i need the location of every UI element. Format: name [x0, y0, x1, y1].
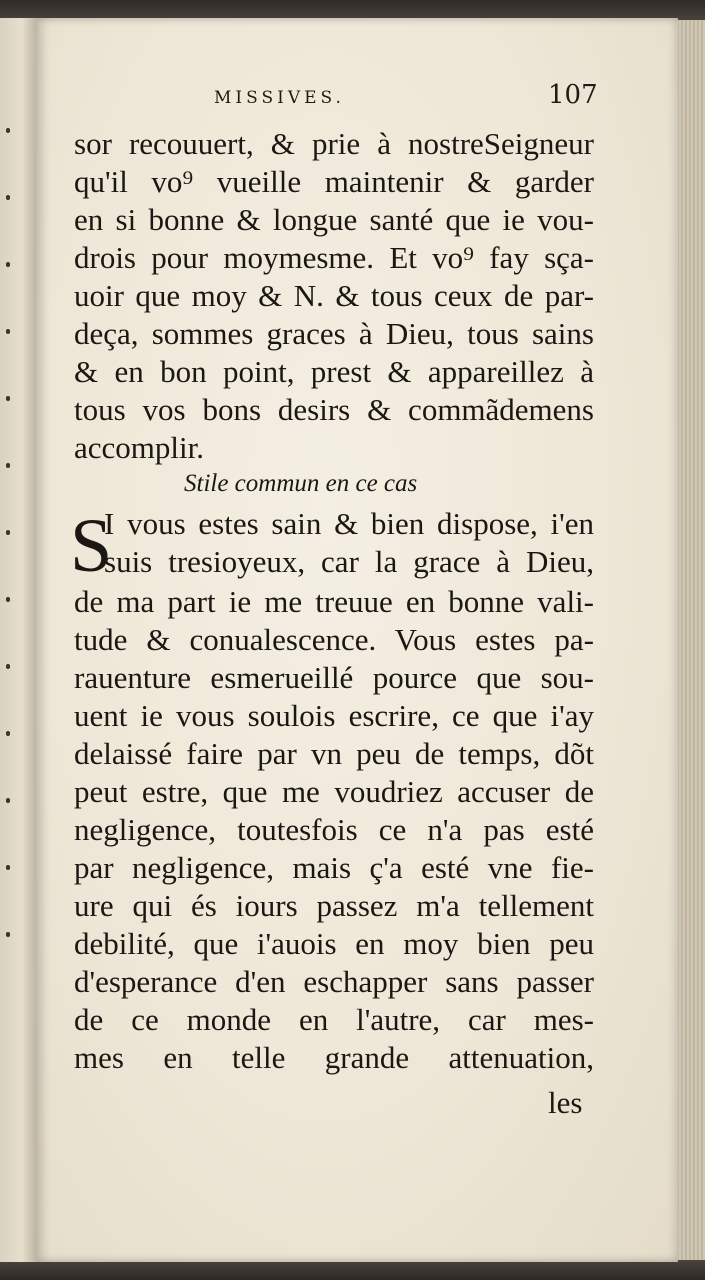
- page-stack-edge: [675, 20, 705, 1260]
- text-line: de ma part ie me treuue en bonne vali-: [74, 584, 594, 619]
- text-line: & en bon point, prest & appareillez à: [74, 354, 594, 389]
- text-line: accomplir.: [74, 430, 204, 465]
- text-line: tude & conualescence. Vous estes pa-: [74, 622, 594, 657]
- text-line: sor recouuert, & prie à nostreSeigneur: [74, 126, 594, 161]
- text-line: drois pour moymesme. Et vo⁹ fay sça-: [74, 240, 594, 275]
- catchword: les: [548, 1085, 583, 1120]
- running-head: MISSIVES.: [214, 88, 345, 108]
- text-line: ure qui és iours passez m'a tellement: [74, 888, 594, 923]
- text-line: peut estre, que me voudriez accuser de: [74, 774, 594, 809]
- text-line: qu'il vo⁹ vueille maintenir & garder: [74, 164, 594, 199]
- text-line: par negligence, mais ç'a esté vne fie-: [74, 850, 594, 885]
- text-line: en si bonne & longue santé que ie vou-: [74, 202, 594, 237]
- text-line: debilité, que i'auois en moy bien peu: [74, 926, 594, 961]
- previous-page-edge: [0, 18, 37, 1262]
- text-line: rauenture esmerueillé pource que sou-: [74, 660, 594, 695]
- text-line: deça, sommes graces à Dieu, tous sains: [74, 316, 594, 351]
- text-line: tous vos bons desirs & commãdemens: [74, 392, 594, 427]
- page-number: 107: [548, 80, 598, 110]
- text-line: I vous estes sain & bien dispose, i'en: [104, 506, 594, 541]
- text-line: de ce monde en l'autre, car mes-: [74, 1002, 594, 1037]
- previous-page-ink-marks: [4, 128, 14, 1028]
- text-line: uent ie vous soulois escrire, ce que i'ay: [74, 698, 594, 733]
- text-line: d'esperance d'en eschapper sans passer: [74, 964, 594, 999]
- text-line: negligence, toutesfois ce n'a pas esté: [74, 812, 594, 847]
- book-edge-bottom: [0, 1260, 705, 1280]
- drop-cap: S: [70, 504, 113, 588]
- text-line: delaissé faire par vn peu de temps, dõt: [74, 736, 594, 771]
- section-subheading: Stile commun en ce cas: [184, 470, 418, 497]
- text-line: mes en telle grande attenuation,: [74, 1040, 594, 1075]
- text-line: uoir que moy & N. & tous ceux de par-: [74, 278, 594, 313]
- text-line: suis tresioyeux, car la grace à Dieu,: [104, 544, 594, 579]
